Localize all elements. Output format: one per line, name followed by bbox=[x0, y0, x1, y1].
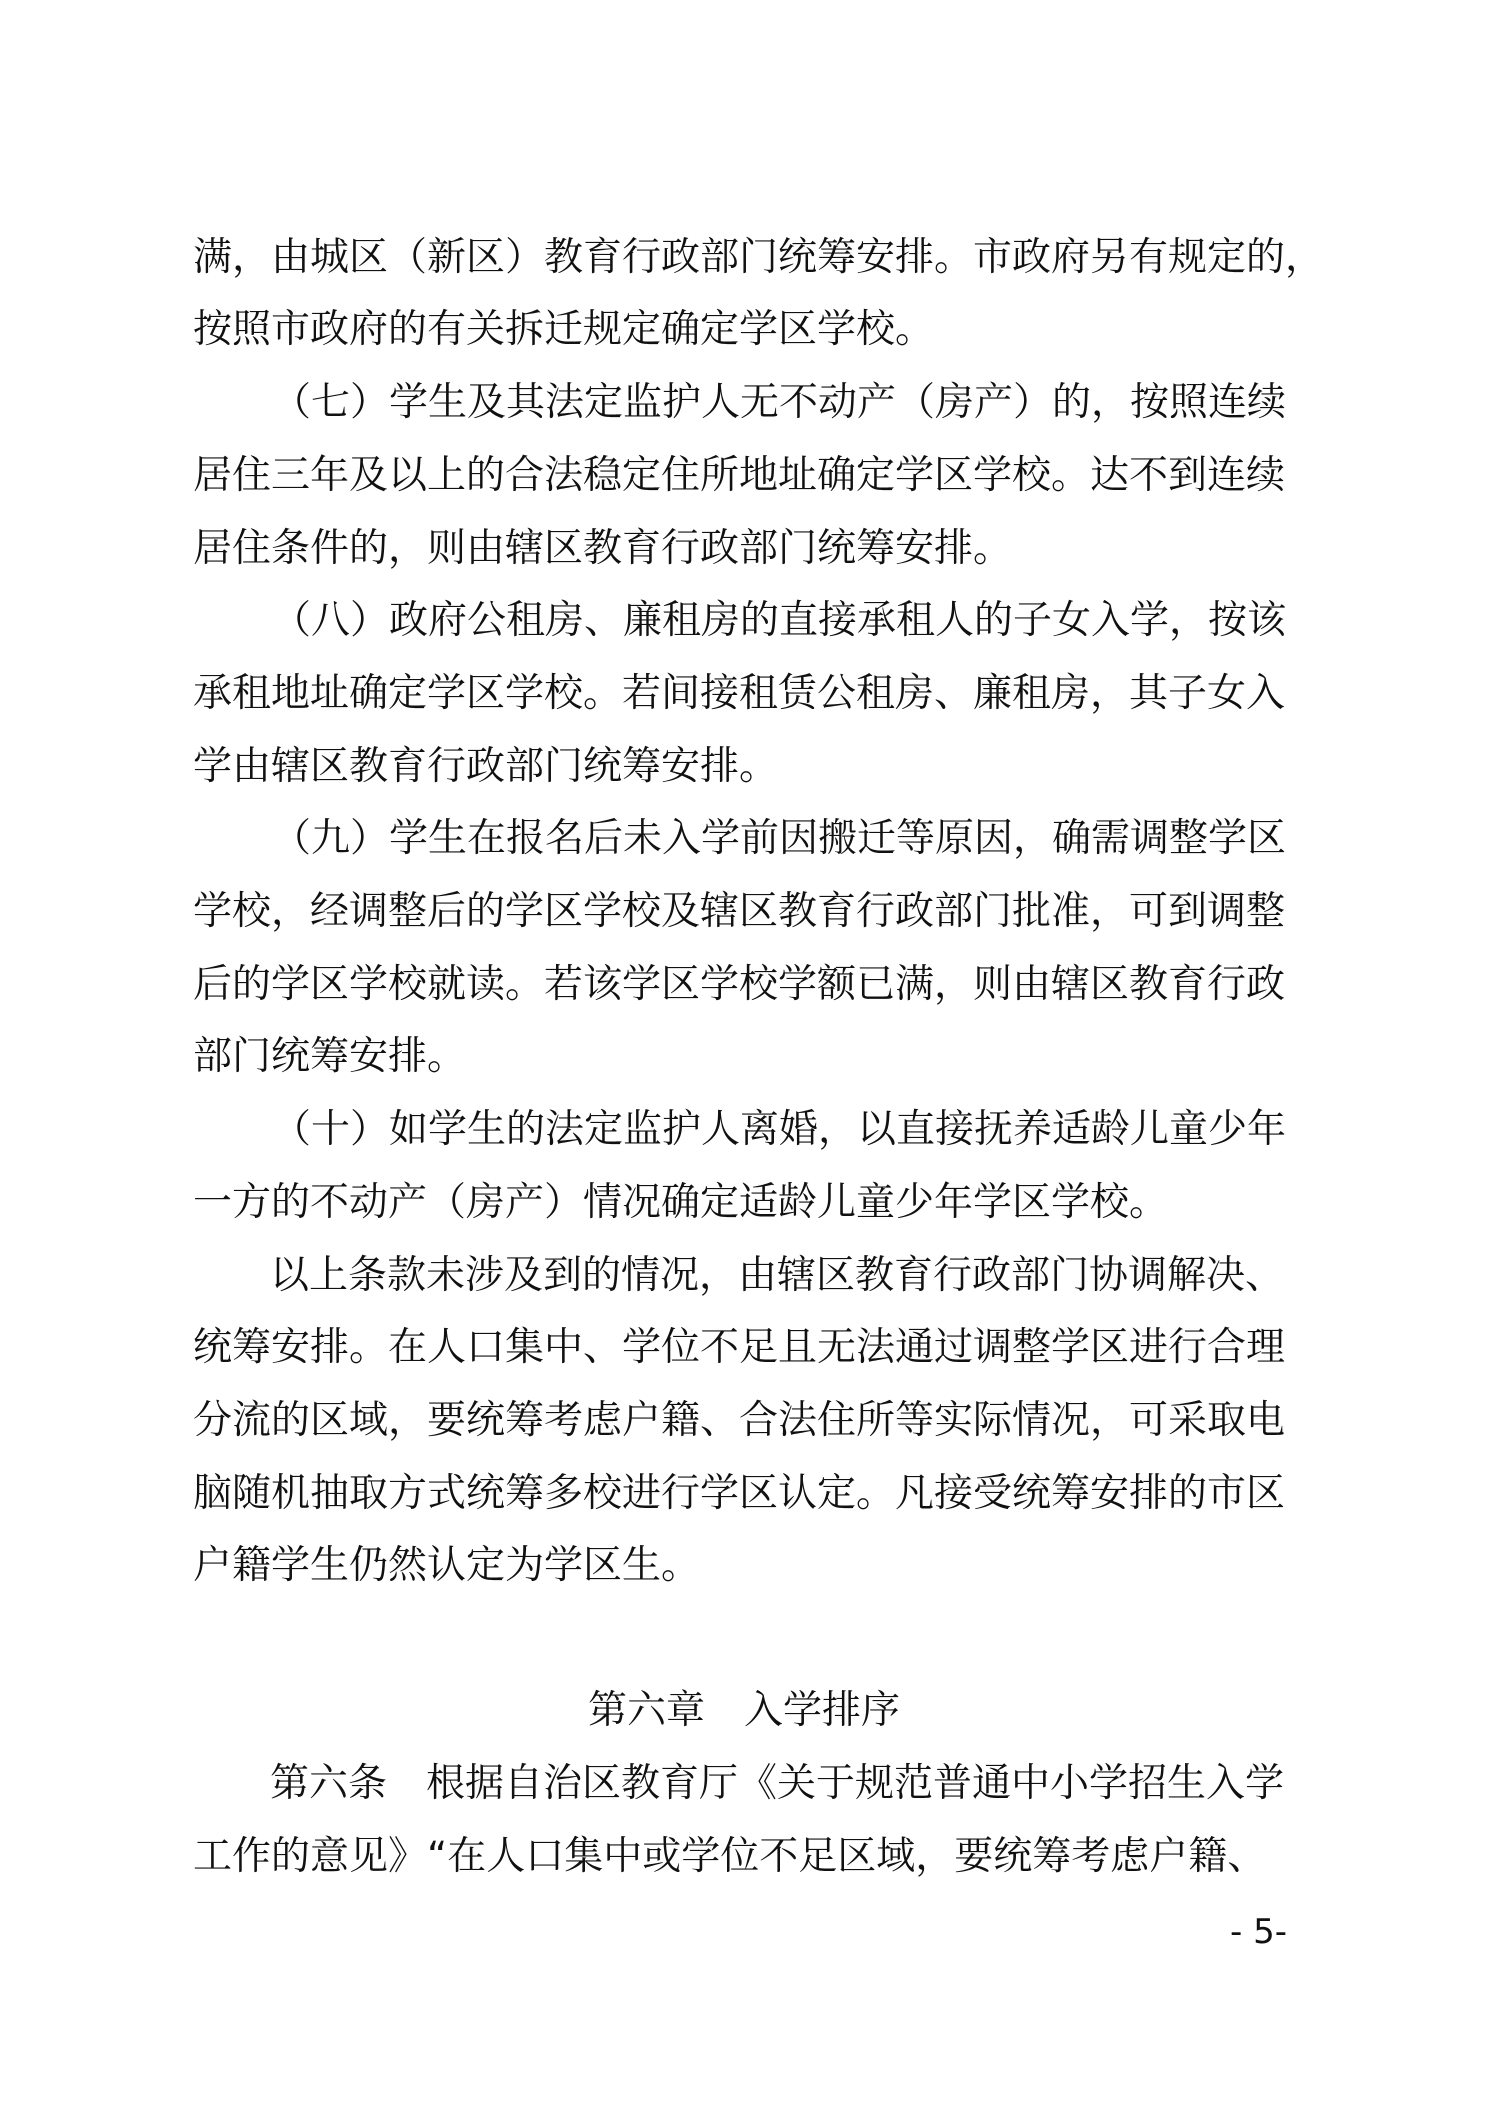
text-line: （十）如学生的法定监护人离婚，以直接抚养适龄儿童少年 bbox=[272, 1107, 1287, 1152]
text-line: 承租地址确定学区学校。若间接租赁公租房、廉租房，其子女入 bbox=[193, 671, 1286, 716]
page-number: - 5- bbox=[1230, 1912, 1287, 1952]
text-line: （七）学生及其法定监护人无不动产（房产）的，按照连续 bbox=[272, 380, 1287, 425]
text-line: 以上条款未涉及到的情况，由辖区教育行政部门协调解决、 bbox=[270, 1253, 1285, 1298]
chapter-heading: 第六章 入学排序 bbox=[587, 1688, 900, 1733]
text-line: 部门统筹安排。 bbox=[193, 1034, 467, 1079]
article-line: 第六条 根据自治区教育厅《关于规范普通中小学招生入学 bbox=[270, 1761, 1285, 1806]
text-line: 统筹安排。在人口集中、学位不足且无法通过调整学区进行合理 bbox=[193, 1325, 1286, 1370]
text-line: 学由辖区教育行政部门统筹安排。 bbox=[193, 744, 779, 789]
text-line: （九）学生在报名后未入学前因搬迁等原因，确需调整学区 bbox=[272, 816, 1287, 861]
article-line: 工作的意见》“在人口集中或学位不足区域，要统筹考虑户籍、 bbox=[193, 1834, 1267, 1879]
text-line: 按照市政府的有关拆迁规定确定学区学校。 bbox=[193, 307, 935, 352]
text-line: 户籍学生仍然认定为学区生。 bbox=[193, 1543, 701, 1588]
text-line: 居住条件的，则由辖区教育行政部门统筹安排。 bbox=[193, 526, 1013, 571]
text-line: （八）政府公租房、廉租房的直接承租人的子女入学，按该 bbox=[272, 598, 1287, 643]
text-line: 居住三年及以上的合法稳定住所地址确定学区学校。达不到连续 bbox=[193, 453, 1286, 498]
text-line: 学校，经调整后的学区学校及辖区教育行政部门批准，可到调整 bbox=[193, 889, 1286, 934]
text-line: 满，由城区（新区）教育行政部门统筹安排。市政府另有规定的， bbox=[193, 235, 1325, 280]
text-line: 后的学区学校就读。若该学区学校学额已满，则由辖区教育行政 bbox=[193, 962, 1286, 1007]
text-line: 脑随机抽取方式统筹多校进行学区认定。凡接受统筹安排的市区 bbox=[193, 1471, 1286, 1516]
text-line: 一方的不动产（房产）情况确定适龄儿童少年学区学校。 bbox=[193, 1180, 1169, 1225]
text-line: 分流的区域，要统筹考虑户籍、合法住所等实际情况，可采取电 bbox=[193, 1398, 1286, 1443]
